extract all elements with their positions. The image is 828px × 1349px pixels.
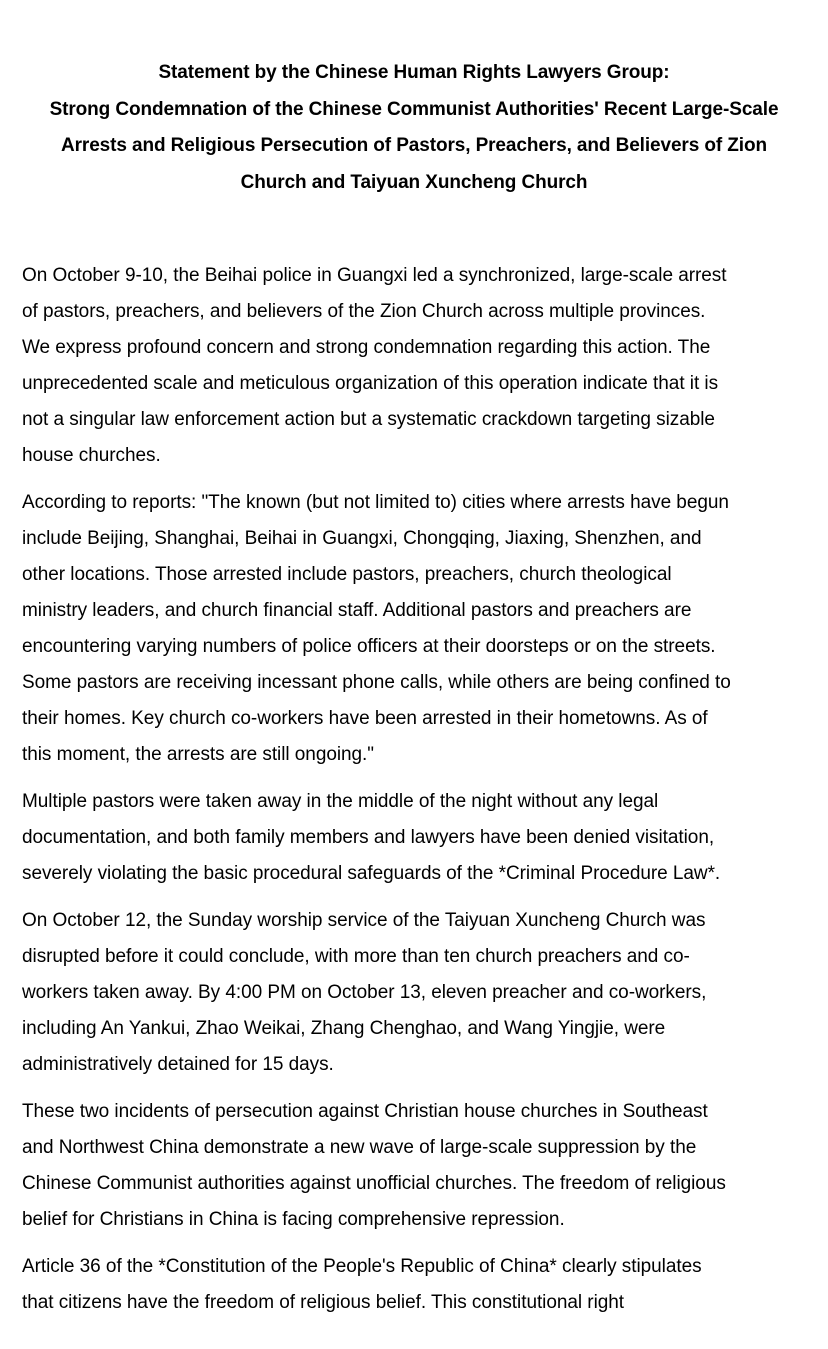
- title-line: Church and Taiyuan Xuncheng Church: [240, 171, 588, 193]
- text-line: severely violating the basic procedural safeguards of the *Criminal Procedure Law*.: [22, 863, 721, 884]
- text-line: According to reports: "The known (but not limited to) cities where arrests have begun: [22, 492, 729, 513]
- text-line: not a singular law enforcement action but a systematic crackdown targeting sizable: [22, 409, 715, 430]
- text-line: We express profound concern and strong condemnation regarding this action. The: [22, 337, 711, 358]
- text-line: include Beijing, Shanghai, Beihai in Guangxi, Chongqing, Jiaxing, Shenzhen, and: [22, 528, 702, 549]
- text-line: disrupted before it could conclude, with more than ten church preachers and co-: [22, 946, 690, 967]
- text-line: documentation, and both family members and lawyers have been denied visitation,: [22, 827, 715, 848]
- title-line: Arrests and Religious Persecution of Pastors, Preachers, and Believers of Zion: [61, 135, 767, 156]
- text-line: of pastors, preachers, and believers of the Zion Church across multiple provinces.: [22, 301, 706, 322]
- text-line: that citizens have the freedom of religious belief. This constitutional right: [22, 1292, 625, 1313]
- text-line: unprecedented scale and meticulous organization of this operation indicate that it is: [22, 373, 719, 394]
- text-line: Multiple pastors were taken away in the middle of the night without any legal: [22, 791, 659, 812]
- statement-title: [22, 55, 806, 201]
- text-line: this moment, the arrests are still ongoing.": [22, 744, 374, 765]
- text-line: ministry leaders, and church financial staff. Additional pastors and preachers are: [22, 600, 692, 621]
- text-line: house churches.: [22, 445, 161, 466]
- text-line: Chinese Communist authorities against unofficial churches. The freedom of religious: [22, 1173, 726, 1194]
- text-line: including An Yankui, Zhao Weikai, Zhang Chenghao, and Wang Yingjie, were: [22, 1018, 666, 1039]
- paragraph-procedural-violations: [22, 784, 806, 892]
- title-line: Strong Condemnation of the Chinese Communist Authorities' Recent Large-Scale: [49, 98, 779, 120]
- statement-body: [22, 258, 806, 1321]
- paragraph-xuncheng-church: [22, 903, 806, 1083]
- text-line: belief for Christians in China is facing comprehensive repression.: [22, 1209, 565, 1230]
- text-line: administratively detained for 15 days.: [22, 1054, 334, 1075]
- text-line: Article 36 of the *Constitution of the People's Republic of China* clearly stipulates: [22, 1256, 702, 1277]
- text-line: Some pastors are receiving incessant phone calls, while others are being confined to: [22, 672, 731, 693]
- title-line: Statement by the Chinese Human Rights Lawyers Group:: [158, 62, 670, 83]
- text-line: workers taken away. By 4:00 PM on October 13, eleven preacher and co-workers,: [22, 982, 707, 1003]
- paragraph-suppression-wave: [22, 1094, 806, 1238]
- text-line: and Northwest China demonstrate a new wave of large-scale suppression by the: [22, 1137, 697, 1158]
- text-line: encountering varying numbers of police officers at their doorsteps or on the streets.: [22, 636, 716, 657]
- paragraph-zion-arrests: [22, 258, 806, 474]
- text-line: their homes. Key church co-workers have been arrested in their hometowns. As of: [22, 708, 708, 729]
- text-line: other locations. Those arrested include pastors, preachers, church theological: [22, 564, 672, 585]
- text-line: On October 9-10, the Beihai police in Guangxi led a synchronized, large-scale arrest: [22, 265, 727, 286]
- text-line: On October 12, the Sunday worship service of the Taiyuan Xuncheng Church was: [22, 910, 706, 931]
- text-line: These two incidents of persecution against Christian house churches in Southeast: [22, 1101, 708, 1122]
- paragraph-reports-quote: [22, 485, 806, 773]
- paragraph-article-36: [22, 1249, 806, 1321]
